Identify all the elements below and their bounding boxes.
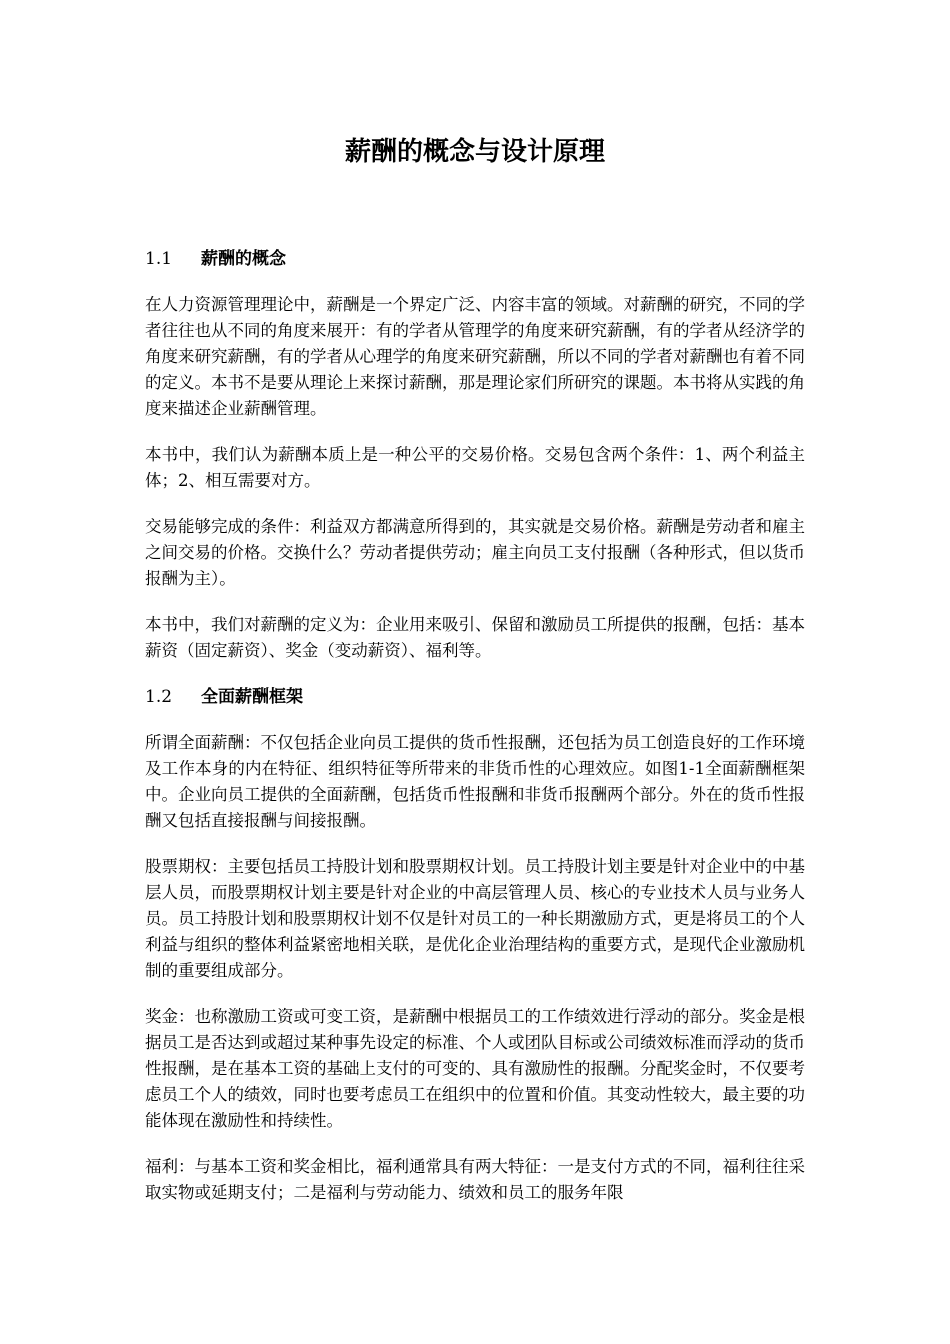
paragraph: 交易能够完成的条件：利益双方都满意所得到的，其实就是交易价格。薪酬是劳动者和雇主之间交易的价格。交换什么？劳动者提供劳动；雇主向员工支付报酬（各种形式，但以货币报酬为主）。 — [145, 517, 805, 588]
section-title: 全面薪酬框架 — [201, 687, 303, 707]
section-heading — [145, 246, 805, 272]
paragraph: 奖金：也称激励工资或可变工资，是薪酬中根据员工的工作绩效进行浮动的部分。奖金是根据员工是否达到或超过某种事先设定的标准、个人或团队目标或公司绩效标准而浮动的货币性报酬，是在基本工资的基础上支付的可变的、具有激励性的报酬。分配奖金时，不仅要考虑员工个人的绩效，同时也要考虑员工在组织中的位置和价值。其变动性较大，最主要的功能体现在激励性和持续性。 — [145, 1007, 805, 1130]
paragraph: 本书中，我们认为薪酬本质上是一种公平的交易价格。交易包含两个条件：1、两个利益主体；2、相互需要对方。 — [145, 445, 805, 490]
section-heading — [145, 684, 805, 710]
section-number: 1.1 — [145, 249, 173, 269]
document-body — [145, 246, 805, 1226]
paragraph: 股票期权：主要包括员工持股计划和股票期权计划。员工持股计划主要是针对企业中的中基层人员，而股票期权计划主要是针对企业的中高层管理人员、核心的专业技术人员与业务人员。员工持股计划和股票期权计划不仅是针对员工的一种长期激励方式，更是将员工的个人利益与组织的整体利益紧密地相关联，是优化企业治理结构的重要方式，是现代企业激励机制的重要组成部分。 — [145, 857, 805, 980]
paragraph: 所谓全面薪酬：不仅包括企业向员工提供的货币性报酬，还包括为员工创造良好的工作环境及工作本身的内在特征、组织特征等所带来的非货币性的心理效应。如图1-1全面薪酬框架中。企业向员工提供的全面薪酬，包括货币性报酬和非货币报酬两个部分。外在的货币性报酬又包括直接报酬与间接报酬。 — [145, 733, 805, 830]
paragraph: 在人力资源管理理论中，薪酬是一个界定广泛、内容丰富的领域。对薪酬的研究，不同的学者往往也从不同的角度来展开：有的学者从管理学的角度来研究薪酬，有的学者从经济学的角度来研究薪酬，有的学者从心理学的角度来研究薪酬，所以不同的学者对薪酬也有着不同的定义。本书不是要从理论上来探讨薪酬，那是理论家们所研究的课题。本书将从实践的角度来描述企业薪酬管理。 — [145, 295, 805, 418]
document-title: 薪酬的概念与设计原理 — [344, 137, 605, 167]
paragraph: 福利：与基本工资和奖金相比，福利通常具有两大特征：一是支付方式的不同，福利往往采取实物或延期支付；二是福利与劳动能力、绩效和员工的服务年限 — [145, 1157, 805, 1202]
paragraph: 本书中，我们对薪酬的定义为：企业用来吸引、保留和激励员工所提供的报酬，包括：基本薪资（固定薪资）、奖金（变动薪资）、福利等。 — [145, 615, 805, 660]
section-title: 薪酬的概念 — [201, 249, 286, 269]
section-number: 1.2 — [145, 687, 173, 707]
